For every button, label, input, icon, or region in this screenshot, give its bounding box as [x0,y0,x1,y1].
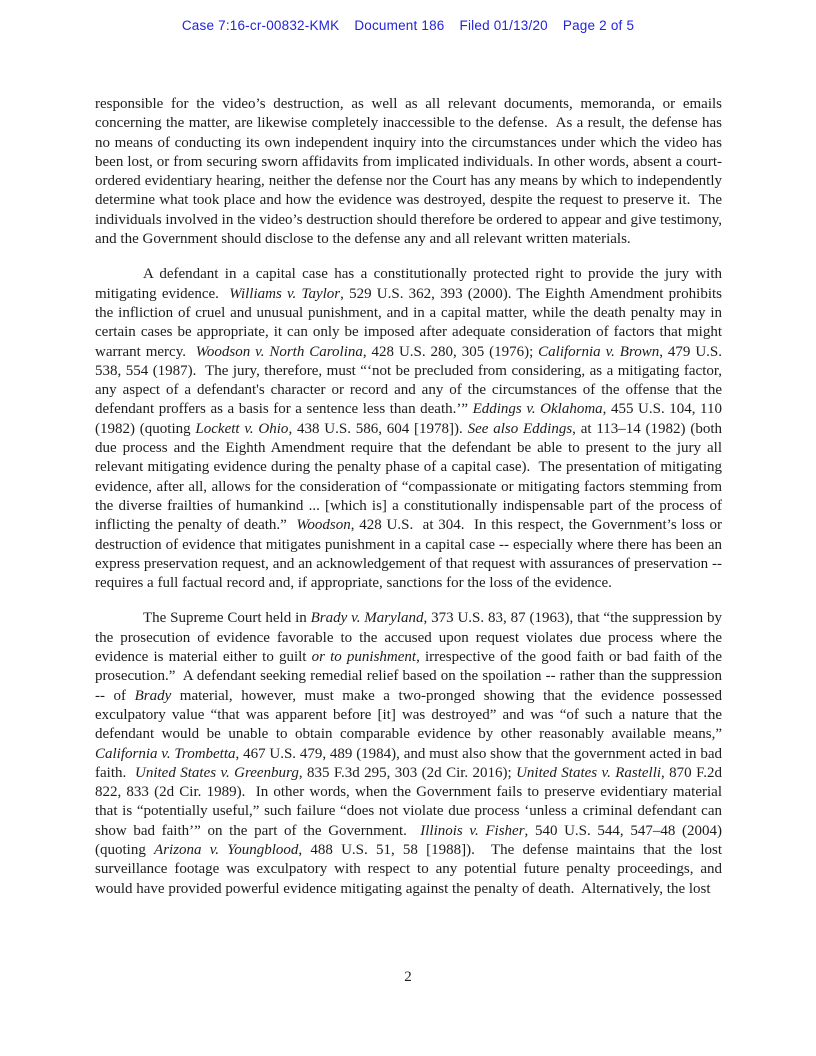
page-info: Page 2 of 5 [562,18,635,33]
filed-date: Filed 01/13/20 [459,18,548,33]
body-text-run: , at 113–14 (1982) (both due process and the Eighth Amendment require that the defendant be able to present to the jury all relevant mitigating evidence during the penalty phase of a capital case). The presentation of mitigating evidence, after all, allows for the consideration of “compassionate or mitigating factors stemming from the diverse frailties of humankind ... [which is] a constitutionally indispensable part of the process of inflicting the penalty of death.” [95,420,722,534]
document-number: Document 186 [354,18,445,33]
body-text-run: A defendant in a capital case has a constitutionally protected right to provide the jury with mitigating evidence. [95,266,722,302]
body-text-run: , 540 U.S. 544, 547–48 (2004) (quoting [95,822,722,858]
body-text-run: , 488 U.S. 51, 58 [1988]). The defense maintains that the lost surveillance footage was exculpatory with respect to any potential future penalty proceedings, and would have provided powerful evidence mitigating against the penalty of death. Alternatively, the lost [95,841,722,897]
body-text-run: , irrespective of the good faith or bad faith of the prosecution.” A defendant seeking remedial relief based on the spoilation -- rather than the suppression -- of [95,649,723,704]
body-text-run: , 870 F.2d 822, 833 (2d Cir. 1989). In other words, when the Government fails to preserve evidentiary material that is “potentially useful,” such failure “does not violate due process ‘unless a criminal defendant can show bad faith’” on the part of the Government. [95,764,722,839]
body-text-run: , 373 U.S. 83, 87 (1963), that “the suppression by the prosecution of evidence favorable to the accused upon request violates due process where the evidence is material either to guilt [95,610,722,666]
paragraph [95,95,722,249]
case-citation-italic: Brady [134,687,172,704]
case-citation-italic: California v. Brown [538,343,660,360]
body-text-run: , 438 U.S. 586, 604 [1978]). [288,420,468,437]
case-citation-italic: or to punishment [311,649,417,666]
case-citation-italic: Arizona v. Youngblood [154,841,299,858]
case-citation-italic: Brady v. Maryland [310,610,424,627]
case-citation-italic: See also Eddings [467,420,573,437]
case-citation-italic: United States v. Greenburg [135,764,299,781]
body-text-run: , 479 U.S. 538, 554 (1987). The jury, therefore, must “‘not be precluded from considering, as a mitigating factor, any aspect of a defendant's character or record and any of the circumstances of the offense that the defendant proffers as a basis for a sentence less than death.’” [95,343,722,418]
body-text-run: , 835 F.3d 295, 303 (2d Cir. 2016); [298,764,517,781]
case-citation-italic: California v. Trombetta [95,745,236,762]
case-citation-italic: Eddings v. Oklahoma [472,401,603,418]
case-number: Case 7:16-cr-00832-KMK [181,18,340,33]
paragraph [95,609,722,898]
case-citation-italic: Lockett v. Ohio [195,420,289,437]
case-citation-italic: Williams v. Taylor [229,285,341,302]
case-citation-italic: United States v. Rastelli [516,764,662,781]
case-citation-italic: Woodson [296,517,351,534]
body-text-run: , 467 U.S. 479, 489 (1984), and must also show that the government acted in bad faith. [95,745,722,781]
case-stamp-header [0,18,816,33]
body-text-run: responsible for the video’s destruction, as well as all relevant documents, memoranda, or emails concerning the matter, are likewise completely inaccessible to the defense. As a result, the defense has no means of conducting its own independent inquiry into the circumstances under which the video has been lost, or from securing sworn affidavits from implicated individuals. In other words, absent a court-ordered evidentiary hearing, neither the defense nor the Court has any means by which to independently determine what took place and how the evidence was destroyed, despite the request to preserve it. The individuals involved in the video’s destruction should therefore be ordered to appear and give testimony, and the Government should disclose to the defense any and all relevant written materials. [95,96,722,248]
case-citation-italic: Illinois v. Fisher [420,822,525,839]
document-body [95,95,722,899]
body-text-run: The Supreme Court held in [143,610,311,627]
paragraph [95,265,722,593]
body-text-run: , 428 U.S. 280, 305 (1976); [362,343,539,360]
case-citation-italic: Woodson v. North Carolina [195,343,363,360]
body-text-run: , 428 U.S. at 304. In this respect, the Government’s loss or destruction of evidence that mitigates punishment in a capital case -- especially where there has been an express preservation request, and an acknowledgement of that request with assurances of preservation -- requires a full factual record and, if appropriate, sanctions for the loss of the evidence. [95,517,722,592]
page-number: 2 [404,969,412,985]
body-text-run: , 529 U.S. 362, 393 (2000). The Eighth Amendment prohibits the infliction of cruel and unusual punishment, and in a capital matter, while the death penalty may in certain cases be appropriate, it can only be imposed after adequate consideration of factors that might warrant mercy. [95,285,722,360]
body-text-run: , 455 U.S. 104, 110 (1982) (quoting [95,401,722,437]
body-text-run: material, however, must make a two-pronged showing that the evidence possessed exculpatory value “that was apparent before [it] was destroyed” and was “of such a nature that the defendant would be unable to obtain comparable evidence by other reasonably available means,” [95,687,722,743]
